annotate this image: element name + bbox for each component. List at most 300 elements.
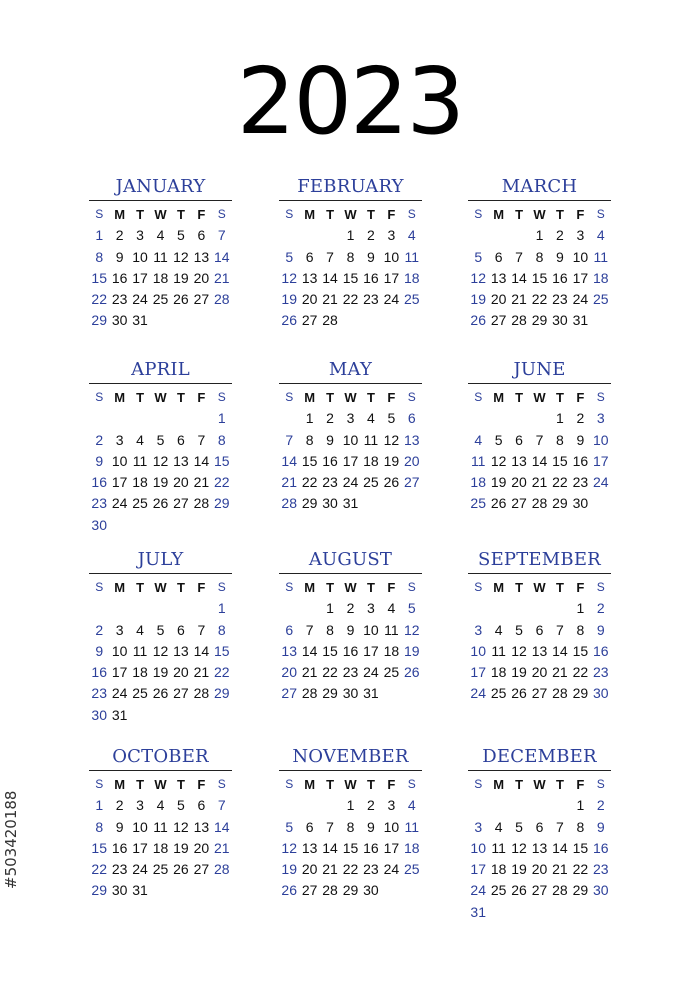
day-cell: 6 [285, 621, 294, 638]
day-cell: 8 [95, 818, 104, 835]
day-cell: 28 [322, 882, 338, 899]
day-cell: 14 [213, 818, 230, 835]
day-cell: 10 [470, 839, 486, 856]
empty-cell [299, 225, 319, 246]
day-cell: 29 [531, 312, 548, 329]
day-cell: 6 [305, 818, 314, 835]
day-cell: 1 [576, 797, 585, 814]
day-cell: 20 [173, 474, 189, 491]
empty-cell [150, 408, 170, 429]
day-cell: 25 [363, 474, 379, 491]
day-cell: 19 [490, 474, 507, 491]
day-cell: 15 [342, 839, 359, 856]
day-cell: 17 [132, 839, 148, 856]
day-cell: 28 [511, 312, 527, 329]
day-cell: 2 [115, 797, 124, 814]
weekday-header: F [387, 580, 396, 595]
day-cell: 29 [301, 495, 318, 512]
day-cell: 17 [132, 269, 148, 286]
day-cell: 16 [552, 269, 568, 286]
day-cell: 26 [281, 882, 297, 899]
day-cell: 9 [346, 621, 355, 638]
day-cell: 25 [470, 495, 486, 512]
day-cell: 21 [322, 861, 338, 878]
day-cell: 14 [301, 642, 318, 659]
empty-cell [279, 408, 299, 429]
empty-cell [509, 225, 529, 246]
day-cell: 9 [326, 431, 334, 448]
month-name: JANUARY [89, 175, 232, 201]
day-cell: 24 [470, 882, 486, 899]
empty-cell [171, 598, 191, 619]
day-grid [279, 204, 422, 332]
weekday-header: F [576, 390, 585, 405]
day-cell: 4 [407, 797, 416, 814]
empty-cell [191, 408, 211, 429]
day-cell: 22 [91, 291, 107, 308]
day-cell: 3 [387, 797, 396, 814]
weekday-header: T [366, 580, 375, 595]
day-cell: 6 [197, 227, 206, 244]
day-cell: 3 [346, 410, 355, 427]
day-cell: 22 [322, 664, 338, 681]
day-cell: 29 [91, 312, 107, 329]
day-cell: 14 [193, 642, 210, 659]
weekday-header: S [474, 580, 483, 594]
day-cell: 1 [535, 227, 544, 244]
weekday-header: T [326, 207, 335, 222]
empty-cell [191, 598, 211, 619]
day-cell: 26 [173, 291, 189, 308]
day-cell: 28 [213, 291, 230, 308]
day-cell: 26 [152, 495, 169, 512]
day-cell: 3 [136, 797, 144, 814]
day-cell: 4 [136, 621, 144, 638]
day-cell: 1 [95, 797, 104, 814]
day-cell: 25 [490, 882, 507, 899]
weekday-header: F [197, 777, 206, 792]
weekday-header: W [344, 207, 357, 222]
day-cell: 30 [91, 706, 107, 723]
day-cell: 30 [552, 312, 568, 329]
day-cell: 12 [173, 818, 189, 835]
empty-cell [468, 408, 488, 429]
weekday-header: M [114, 390, 126, 405]
day-cell: 14 [213, 248, 230, 265]
weekday-header: W [154, 390, 167, 405]
day-cell: 14 [322, 839, 338, 856]
weekday-header: S [95, 390, 104, 404]
empty-cell [529, 795, 549, 816]
day-cell: 17 [363, 642, 379, 659]
weekday-header: F [387, 207, 396, 222]
day-cell: 14 [531, 452, 548, 469]
day-cell: 19 [470, 291, 486, 308]
day-cell: 29 [91, 882, 107, 899]
day-cell: 7 [556, 621, 564, 638]
day-cell: 17 [111, 474, 128, 491]
day-cell: 21 [213, 269, 230, 286]
day-cell: 15 [213, 642, 230, 659]
day-cell: 30 [91, 516, 107, 533]
weekday-header: S [596, 390, 605, 404]
day-cell: 25 [152, 861, 169, 878]
day-cell: 13 [193, 818, 210, 835]
day-cell: 28 [281, 495, 297, 512]
day-cell: 25 [132, 495, 148, 512]
weekday-header: W [154, 777, 167, 792]
day-cell: 2 [367, 227, 375, 244]
weekday-header: T [136, 777, 145, 792]
day-cell: 4 [474, 431, 483, 448]
day-cell: 18 [403, 839, 420, 856]
day-cell: 5 [156, 621, 165, 638]
day-cell: 28 [213, 861, 230, 878]
day-cell: 18 [152, 839, 169, 856]
day-cell: 16 [91, 474, 107, 491]
day-cell: 11 [132, 642, 148, 659]
day-cell: 15 [91, 839, 107, 856]
day-cell: 23 [322, 474, 338, 491]
day-cell: 6 [305, 248, 314, 265]
day-cell: 22 [342, 861, 359, 878]
day-cell: 15 [572, 642, 589, 659]
day-cell: 1 [217, 600, 226, 617]
day-cell: 1 [576, 600, 585, 617]
day-cell: 22 [572, 861, 589, 878]
weekday-header: S [596, 580, 605, 594]
day-cell: 15 [301, 452, 318, 469]
day-cell: 28 [531, 495, 548, 512]
weekday-header: S [285, 207, 294, 221]
day-cell: 27 [193, 861, 210, 878]
day-cell: 30 [111, 882, 128, 899]
day-cell: 27 [531, 685, 548, 702]
day-cell: 17 [470, 861, 486, 878]
month-name: JULY [89, 548, 232, 574]
day-cell: 4 [156, 797, 165, 814]
day-cell: 2 [576, 410, 585, 427]
day-cell: 12 [403, 621, 420, 638]
day-cell: 29 [342, 882, 359, 899]
empty-cell [320, 225, 340, 246]
weekday-header: S [285, 777, 294, 791]
weekday-header: F [387, 390, 396, 405]
day-cell: 18 [592, 269, 609, 286]
day-cell: 10 [572, 248, 589, 265]
day-cell: 27 [301, 312, 318, 329]
month-name: MARCH [468, 175, 611, 201]
weekday-header: T [515, 390, 524, 405]
day-cell: 10 [111, 452, 128, 469]
day-cell: 13 [403, 431, 420, 448]
weekday-header: M [493, 390, 505, 405]
day-cell: 31 [363, 685, 379, 702]
day-cell: 25 [403, 861, 420, 878]
day-cell: 16 [342, 642, 359, 659]
day-cell: 2 [95, 621, 104, 638]
day-cell: 13 [531, 839, 548, 856]
empty-cell [320, 795, 340, 816]
weekday-header: F [576, 207, 585, 222]
day-cell: 5 [515, 818, 523, 835]
day-cell: 24 [572, 291, 589, 308]
day-cell: 13 [281, 642, 297, 659]
weekday-header: S [474, 390, 483, 404]
day-cell: 19 [152, 474, 169, 491]
day-cell: 5 [515, 621, 523, 638]
day-cell: 8 [305, 431, 314, 448]
day-cell: 25 [152, 291, 169, 308]
day-cell: 17 [470, 664, 486, 681]
day-cell: 28 [322, 312, 338, 329]
day-cell: 14 [552, 642, 568, 659]
weekday-header: S [217, 777, 226, 791]
day-cell: 5 [285, 818, 294, 835]
day-cell: 16 [572, 452, 589, 469]
empty-cell [468, 225, 488, 246]
weekday-header: W [154, 207, 167, 222]
day-cell: 13 [511, 452, 527, 469]
day-cell: 18 [363, 452, 379, 469]
weekday-header: T [176, 207, 185, 222]
weekday-header: S [285, 580, 294, 594]
weekday-header: S [95, 580, 104, 594]
day-cell: 23 [91, 685, 107, 702]
day-cell: 9 [556, 248, 564, 265]
day-cell: 7 [535, 431, 544, 448]
day-cell: 10 [470, 642, 486, 659]
day-grid [89, 774, 232, 902]
day-cell: 20 [301, 291, 318, 308]
day-cell: 12 [490, 452, 507, 469]
day-cell: 7 [326, 818, 334, 835]
day-cell: 7 [305, 621, 314, 638]
day-cell: 19 [383, 452, 400, 469]
day-cell: 17 [572, 269, 589, 286]
day-cell: 26 [281, 312, 297, 329]
day-cell: 3 [387, 227, 396, 244]
month-december [468, 745, 611, 923]
day-cell: 24 [592, 474, 609, 491]
day-cell: 6 [197, 797, 206, 814]
day-cell: 24 [111, 685, 128, 702]
empty-cell [89, 598, 109, 619]
day-cell: 8 [346, 248, 355, 265]
day-cell: 19 [173, 839, 189, 856]
day-cell: 17 [592, 452, 609, 469]
day-cell: 22 [572, 664, 589, 681]
day-grid [279, 387, 422, 515]
day-cell: 17 [383, 269, 400, 286]
day-cell: 1 [217, 410, 226, 427]
weekday-header: T [555, 580, 564, 595]
day-cell: 26 [470, 312, 486, 329]
day-cell: 20 [531, 861, 548, 878]
day-cell: 13 [193, 248, 210, 265]
weekday-header: M [304, 207, 316, 222]
month-february [279, 175, 422, 332]
day-cell: 24 [470, 685, 486, 702]
day-cell: 10 [383, 818, 400, 835]
day-cell: 22 [531, 291, 548, 308]
empty-cell [488, 598, 508, 619]
day-cell: 6 [177, 621, 185, 638]
day-cell: 27 [531, 882, 548, 899]
day-cell: 19 [173, 269, 189, 286]
month-name: FEBRUARY [279, 175, 422, 201]
weekday-header: F [576, 580, 585, 595]
day-cell: 10 [111, 642, 128, 659]
weekday-header: M [304, 777, 316, 792]
day-cell: 11 [470, 452, 486, 469]
day-cell: 23 [111, 291, 128, 308]
day-cell: 11 [404, 248, 420, 265]
weekday-header: M [304, 580, 316, 595]
weekday-header: S [217, 390, 226, 404]
day-cell: 24 [132, 861, 148, 878]
day-cell: 31 [470, 903, 486, 920]
day-cell: 7 [556, 818, 564, 835]
day-cell: 13 [173, 452, 189, 469]
day-cell: 26 [511, 882, 527, 899]
day-cell: 9 [596, 621, 605, 638]
day-cell: 18 [383, 642, 400, 659]
day-cell: 31 [132, 312, 148, 329]
day-cell: 4 [136, 431, 144, 448]
weekday-header: S [407, 390, 416, 404]
day-cell: 4 [494, 621, 503, 638]
day-cell: 21 [281, 474, 297, 491]
empty-cell [299, 598, 319, 619]
day-cell: 19 [511, 861, 527, 878]
weekday-header: T [515, 580, 524, 595]
year-title: 2023 [236, 48, 464, 155]
day-cell: 18 [403, 269, 420, 286]
day-cell: 7 [217, 797, 226, 814]
day-cell: 12 [173, 248, 189, 265]
day-cell: 3 [474, 621, 483, 638]
day-cell: 5 [407, 600, 416, 617]
empty-cell [509, 598, 529, 619]
day-cell: 9 [95, 452, 104, 469]
weekday-header: M [493, 207, 505, 222]
empty-cell [109, 598, 129, 619]
day-cell: 29 [322, 685, 338, 702]
day-cell: 23 [552, 291, 568, 308]
day-cell: 21 [193, 474, 210, 491]
day-cell: 15 [552, 452, 568, 469]
weekday-header: S [95, 777, 104, 791]
day-grid [468, 774, 611, 923]
day-cell: 29 [572, 685, 589, 702]
day-cell: 20 [531, 664, 548, 681]
day-cell: 8 [576, 621, 585, 638]
weekday-header: S [217, 207, 226, 221]
day-cell: 5 [285, 248, 294, 265]
day-cell: 11 [404, 818, 420, 835]
day-cell: 2 [346, 600, 355, 617]
day-cell: 27 [173, 685, 189, 702]
day-cell: 16 [111, 269, 128, 286]
day-cell: 21 [511, 291, 527, 308]
day-cell: 31 [342, 495, 359, 512]
day-cell: 17 [383, 839, 400, 856]
day-cell: 25 [132, 685, 148, 702]
day-cell: 20 [403, 452, 420, 469]
weekday-header: F [576, 777, 585, 792]
day-cell: 16 [322, 452, 338, 469]
day-cell: 14 [193, 452, 210, 469]
day-cell: 16 [91, 664, 107, 681]
day-cell: 23 [91, 495, 107, 512]
weekday-header: S [285, 390, 294, 404]
day-cell: 1 [346, 227, 355, 244]
weekday-header: T [176, 390, 185, 405]
day-cell: 11 [132, 452, 148, 469]
day-cell: 8 [95, 248, 104, 265]
day-cell: 3 [115, 621, 124, 638]
weekday-header: S [407, 207, 416, 221]
day-cell: 4 [367, 410, 375, 427]
weekday-header: T [515, 777, 524, 792]
day-cell: 6 [515, 431, 523, 448]
day-cell: 25 [383, 664, 400, 681]
weekday-header: T [326, 580, 335, 595]
day-cell: 31 [111, 706, 128, 723]
day-cell: 7 [197, 621, 206, 638]
day-cell: 2 [596, 600, 605, 617]
weekday-header: M [493, 777, 505, 792]
day-cell: 23 [592, 861, 609, 878]
day-cell: 1 [556, 410, 564, 427]
empty-cell [468, 795, 488, 816]
day-cell: 18 [490, 664, 507, 681]
weekday-header: T [136, 207, 145, 222]
day-cell: 15 [91, 269, 107, 286]
day-cell: 23 [342, 664, 359, 681]
day-cell: 9 [596, 818, 605, 835]
day-cell: 23 [111, 861, 128, 878]
day-cell: 28 [301, 685, 318, 702]
day-cell: 26 [152, 685, 169, 702]
weekday-header: M [304, 390, 316, 405]
day-cell: 18 [470, 474, 486, 491]
day-cell: 2 [556, 227, 564, 244]
day-cell: 1 [346, 797, 355, 814]
day-grid [89, 204, 232, 332]
day-cell: 22 [213, 664, 230, 681]
weekday-header: S [596, 777, 605, 791]
day-cell: 14 [281, 452, 297, 469]
day-cell: 17 [111, 664, 128, 681]
day-cell: 8 [535, 248, 544, 265]
day-cell: 7 [326, 248, 334, 265]
day-cell: 29 [213, 685, 230, 702]
day-cell: 17 [342, 452, 359, 469]
month-august [279, 548, 422, 705]
stock-id-label: #503420188 [2, 790, 20, 890]
day-cell: 2 [367, 797, 375, 814]
day-cell: 26 [403, 664, 420, 681]
weekday-header: W [533, 777, 546, 792]
day-cell: 20 [511, 474, 527, 491]
day-cell: 30 [572, 495, 589, 512]
empty-cell [130, 598, 150, 619]
day-cell: 16 [363, 839, 379, 856]
day-cell: 13 [301, 839, 318, 856]
weekday-header: W [533, 390, 546, 405]
